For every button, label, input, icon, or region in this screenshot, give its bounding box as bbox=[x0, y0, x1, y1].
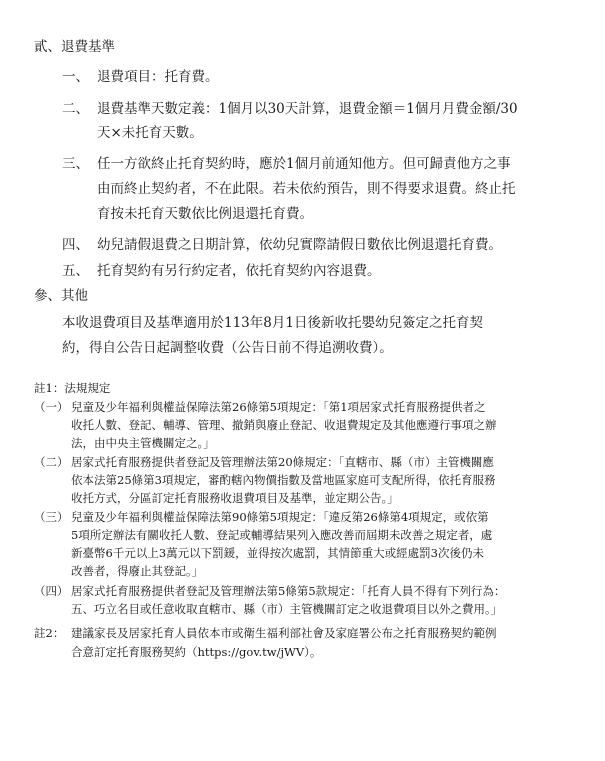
item-5-line-1: 托育契約有另行約定者，依托育契約內容退費。 bbox=[97, 263, 381, 279]
item-3-line-3: 育按未托育天數依比例退還托育費。 bbox=[97, 206, 313, 222]
item-2-line-2: 天×未托育天數。 bbox=[97, 125, 203, 141]
note-1-item-1-line-2: 收托人數、登記、輔導、管理、撤銷與廢止登記、收退費規定及其他應遵行事項之辦 bbox=[71, 418, 497, 432]
item-2-line-1: 退費基準天數定義：1個月以30天計算，退費金額＝1個月月費金額/30 bbox=[97, 101, 518, 117]
note-1-item-1-number: （一） bbox=[34, 400, 69, 414]
item-5-number: 五、 bbox=[62, 263, 89, 279]
section-3-line-2: 約，得自公告日起調整收費（公告日前不得追溯收費）。 bbox=[62, 340, 393, 356]
section-3-heading: 參、其他 bbox=[34, 288, 88, 304]
note-1-item-4-line-1: 居家式托育服務提供者登記及管理辦法第5條第5款規定：「托育人員不得有下列行為： bbox=[71, 584, 506, 598]
item-1-number: 一、 bbox=[62, 69, 89, 85]
note-1-item-3-line-2: 5項所定辦法有關收托人數、登記或輔導結果列入應改善而屆期未改善之規定者，處 bbox=[71, 528, 493, 542]
note-2-line-2: 合意訂定托育服務契約（https://gov.tw/jWV）。 bbox=[71, 645, 322, 659]
note-1-item-2-line-3: 收托方式，分區訂定托育服務收退費項目及基準，並定期公告。」 bbox=[71, 491, 399, 505]
item-1-line-1: 退費項目：托育費。 bbox=[97, 69, 219, 85]
item-2-number: 二、 bbox=[62, 101, 89, 117]
section-3-line-1: 本收退費項目及基準適用於113年8月1日後新收托嬰幼兒簽定之托育契 bbox=[62, 315, 483, 331]
item-4-line-1: 幼兒請假退費之日期計算，依幼兒實際請假日數依比例退還托育費。 bbox=[97, 237, 502, 253]
note-1-item-3-number: （三） bbox=[34, 510, 69, 524]
note-1-item-2-line-1: 居家式托育服務提供者登記及管理辦法第20條規定：「直轄市、縣（市）主管機關應 bbox=[71, 455, 494, 469]
note-1-item-2-number: （二） bbox=[34, 455, 69, 469]
note-1-item-3-line-4: 改善者，得廢止其登記。」 bbox=[71, 564, 204, 578]
note-1-item-2-line-2: 依本法第25條第3項規定，審酌轄內物價指數及當地區家庭可支配所得，依托育服務 bbox=[71, 473, 496, 487]
item-3-line-2: 由而終止契約者，不在此限。若未依約預告，則不得要求退費。終止托 bbox=[97, 181, 516, 197]
note-1-item-1-line-3: 法，由中央主管機關定之。」 bbox=[71, 436, 215, 450]
note-1-item-4-number: （四） bbox=[34, 584, 69, 598]
item-3-line-1: 任一方欲終止托育契約時，應於1個月前通知他方。但可歸責他方之事 bbox=[97, 156, 511, 172]
item-4-number: 四、 bbox=[62, 237, 89, 253]
note-1-label: 註1：法規規定 bbox=[34, 381, 111, 395]
section-2-heading: 貳、退費基準 bbox=[34, 39, 115, 55]
note-1-item-3-line-3: 新臺幣6千元以上3萬元以下罰鍰，並得按次處罰，其情節重大或經處罰3次後仍未 bbox=[71, 546, 484, 560]
note-1-item-4-line-2: 五、巧立名目或任意收取直轄市、縣（市）主管機關訂定之收退費項目以外之費用。」 bbox=[71, 602, 503, 616]
note-2-line-1: 建議家長及居家托育人員依本市或衛生福利部社會及家庭署公布之托育服務契約範例 bbox=[71, 626, 497, 640]
note-1-item-1-line-1: 兒童及少年福利與權益保障法第26條第5項規定：「第1項居家式托育服務提供者之 bbox=[71, 400, 486, 414]
item-3-number: 三、 bbox=[62, 156, 89, 172]
note-1-item-3-line-1: 兒童及少年福利與權益保障法第90條第5項規定：「違反第26條第4項規定，或依第 bbox=[71, 510, 489, 524]
note-2-label: 註2： bbox=[34, 626, 65, 640]
